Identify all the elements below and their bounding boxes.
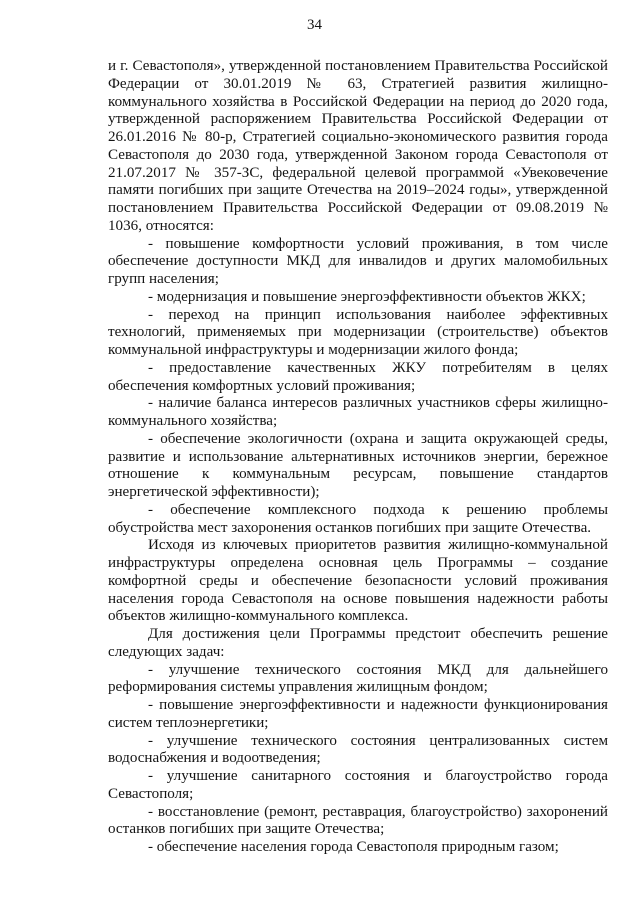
page-number: 34 (307, 17, 322, 33)
paragraph: - повышение комфортности условий проживания, в том числе обеспечение доступности МКД для инвалидов и других маломобильных групп населения; (108, 235, 608, 287)
paragraph: - улучшение санитарного состояния и благоустройство города Севастополя; (108, 768, 608, 802)
paragraph: - переход на принцип использования наиболее эффективных технологий, применяемых при модернизации (строительстве) объектов коммунальной инфраструктуры и модернизации жилого фонда; (108, 306, 608, 358)
paragraph: Исходя из ключевых приоритетов развития жилищно-коммунальной инфраструктуры определена основная цель Программы – создание комфортной среды и обеспечение безопасности условий проживания населения города Севастополя на основе повышения надежности работы объектов жилищно-коммунального комплекса. (108, 537, 608, 625)
paragraph: - повышение энергоэффективности и надежности функционирования систем теплоэнергетики; (108, 697, 608, 731)
paragraph: - обеспечение населения города Севастополя природным газом; (148, 839, 559, 855)
paragraph: - улучшение технического состояния МКД для дальнейшего реформирования системы управления жилищным фондом; (108, 661, 608, 696)
paragraph: - улучшение технического состояния централизованных систем водоснабжения и водоотведения; (108, 732, 608, 767)
paragraph: - модернизация и повышение энергоэффективности объектов ЖКХ; (148, 288, 586, 305)
paragraph: - наличие баланса интересов различных участников сферы жилищно-коммунального хозяйства; (108, 395, 608, 429)
paragraph: - восстановление (ремонт, реставрация, благоустройство) захоронений останков погибших при защите Отечества; (108, 803, 608, 838)
paragraph: - обеспечение экологичности (охрана и защита окружающей среды, развитие и использование альтернативных источников энергии, бережное отношение к коммунальным ресурсам, повышение стандартов энергетической эффективности); (108, 430, 608, 500)
paragraph: и г. Севастополя», утвержденной постановлением Правительства Российской Федерации от 30.01.2019 № 63, Стратегией развития жилищно-коммунального хозяйства в Российской Федерации на период до 2020 года, утвержденной распоряжением Правительства Российской Федерации от 26.01.2016 № 80-р, Стратегией социально-экономического развития города Севастополя до 2030 года, утвержденной Законом города Севастополя от 21.07.2017 № 357-ЗС, федеральной целевой программой «Увековечение памяти погибших при защите Отечества на 2019–2024 годы», утвержденной постановлением Правительства Российской Федерации от 09.08.2019 № 1036, относятся: (108, 58, 608, 234)
paragraph: Для достижения цели Программы предстоит обеспечить решение следующих задач: (108, 626, 608, 660)
body-text (108, 58, 608, 857)
paragraph: - предоставление качественных ЖКУ потребителям в целях обеспечения комфортных условий проживания; (108, 359, 608, 394)
paragraph: - обеспечение комплексного подхода к решению проблемы обустройства мест захоронения останков погибших при защите Отечества. (108, 501, 608, 536)
